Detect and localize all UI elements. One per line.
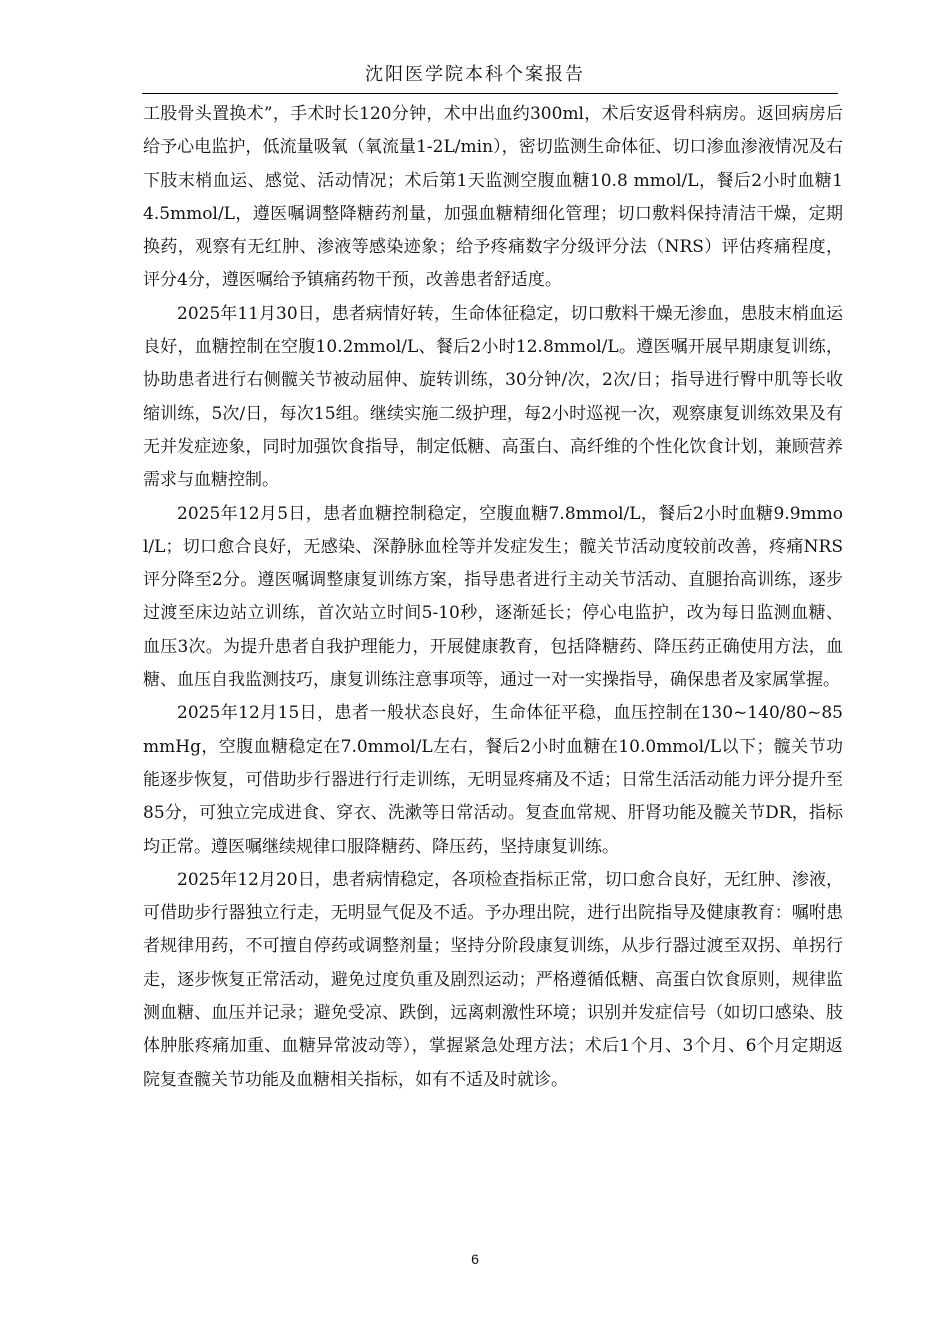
paragraph-continuation: 工股骨头置换术”，手术时长120分钟，术中出血约300ml，术后安返骨科病房。返回病房后给予心电监护，低流量吸氧（氧流量1-2L/min），密切监测生命体征、切口渗血渗液情况及右下肢末梢血运、感觉、活动情况；术后第1天监测空腹血糖10.8 mmol/L，餐后2小时血糖14.5mmol/L，遵医嘱调整降糖药剂量，加强血糖精细化管理；切口敷料保持清洁干燥，定期换药，观察有无红肿、渗液等感染迹象；给予疼痛数字分级评分法（NRS）评估疼痛程度，评分4分，遵医嘱给予镇痛药物干预，改善患者舒适度。 [143,104,843,291]
header-divider [142,93,838,94]
paragraph-dec-20: 2025年12月20日，患者病情稳定，各项检查指标正常，切口愈合良好，无红肿、渗液，可借助步行器独立行走，无明显气促及不适。予办理出院，进行出院指导及健康教育：嘱咐患者规律用药，不可擅自停药或调整剂量；坚持分阶段康复训练，从步行器过渡至双拐、单拐行走，逐步恢复正常活动，避免过度负重及剧烈运动；严格遵循低糖、高蛋白饮食原则，规律监测血糖、血压并记录；避免受凉、跌倒，远离刺激性环境；识别并发症信号（如切口感染、肢体肿胀疼痛加重、血糖异常波动等），掌握紧急处理方法；术后1个月、3个月、6个月定期返院复查髋关节功能及血糖相关指标，如有不适及时就诊。 [143,869,843,1090]
document-body [143,98,843,1097]
paragraph-dec-15: 2025年12月15日，患者一般状态良好，生命体征平稳，血压控制在130~140/80~85mmHg，空腹血糖稳定在7.0mmol/L左右，餐后2小时血糖在10.0mmol/L以下；髋关节功能逐步恢复，可借助步行器进行行走训练，无明显疼痛及不适；日常生活活动能力评分提升至85分，可独立完成进食、穿衣、洗漱等日常活动。复查血常规、肝肾功能及髋关节DR，指标均正常。遵医嘱继续规律口服降糖药、降压药，坚持康复训练。 [143,703,843,857]
paragraph-dec-5: 2025年12月5日，患者血糖控制稳定，空腹血糖7.8mmol/L，餐后2小时血糖9.9mmol/L；切口愈合良好，无感染、深静脉血栓等并发症发生；髋关节活动度较前改善，疼痛NRS评分降至2分。遵医嘱调整康复训练方案，指导患者进行主动关节活动、直腿抬高训练，逐步过渡至床边站立训练，首次站立时间5-10秒，逐渐延长；停心电监护，改为每日监测血糖、血压3次。为提升患者自我护理能力，开展健康教育，包括降糖药、降压药正确使用方法，血糖、血压自我监测技巧，康复训练注意事项等，通过一对一实操指导，确保患者及家属掌握。 [143,503,843,691]
page-number: 6 [471,1251,479,1267]
page-header-title: 沈阳医学院本科个案报告 [365,64,585,85]
paragraph-nov-30: 2025年11月30日，患者病情好转，生命体征稳定，切口敷料干燥无渗血，患肢末梢血运良好，血糖控制在空腹10.2mmol/L、餐后2小时12.8mmol/L。遵医嘱开展早期康复训练，协助患者进行右侧髋关节被动屈伸、旋转训练，30分钟/次，2次/日；指导进行臀中肌等长收缩训练，5次/日，每次15组。继续实施二级护理，每2小时巡视一次，观察康复训练效果及有无并发症迹象，同时加强饮食指导，制定低糖、高蛋白、高纤维的个性化饮食计划，兼顾营养需求与血糖控制。 [143,303,843,491]
